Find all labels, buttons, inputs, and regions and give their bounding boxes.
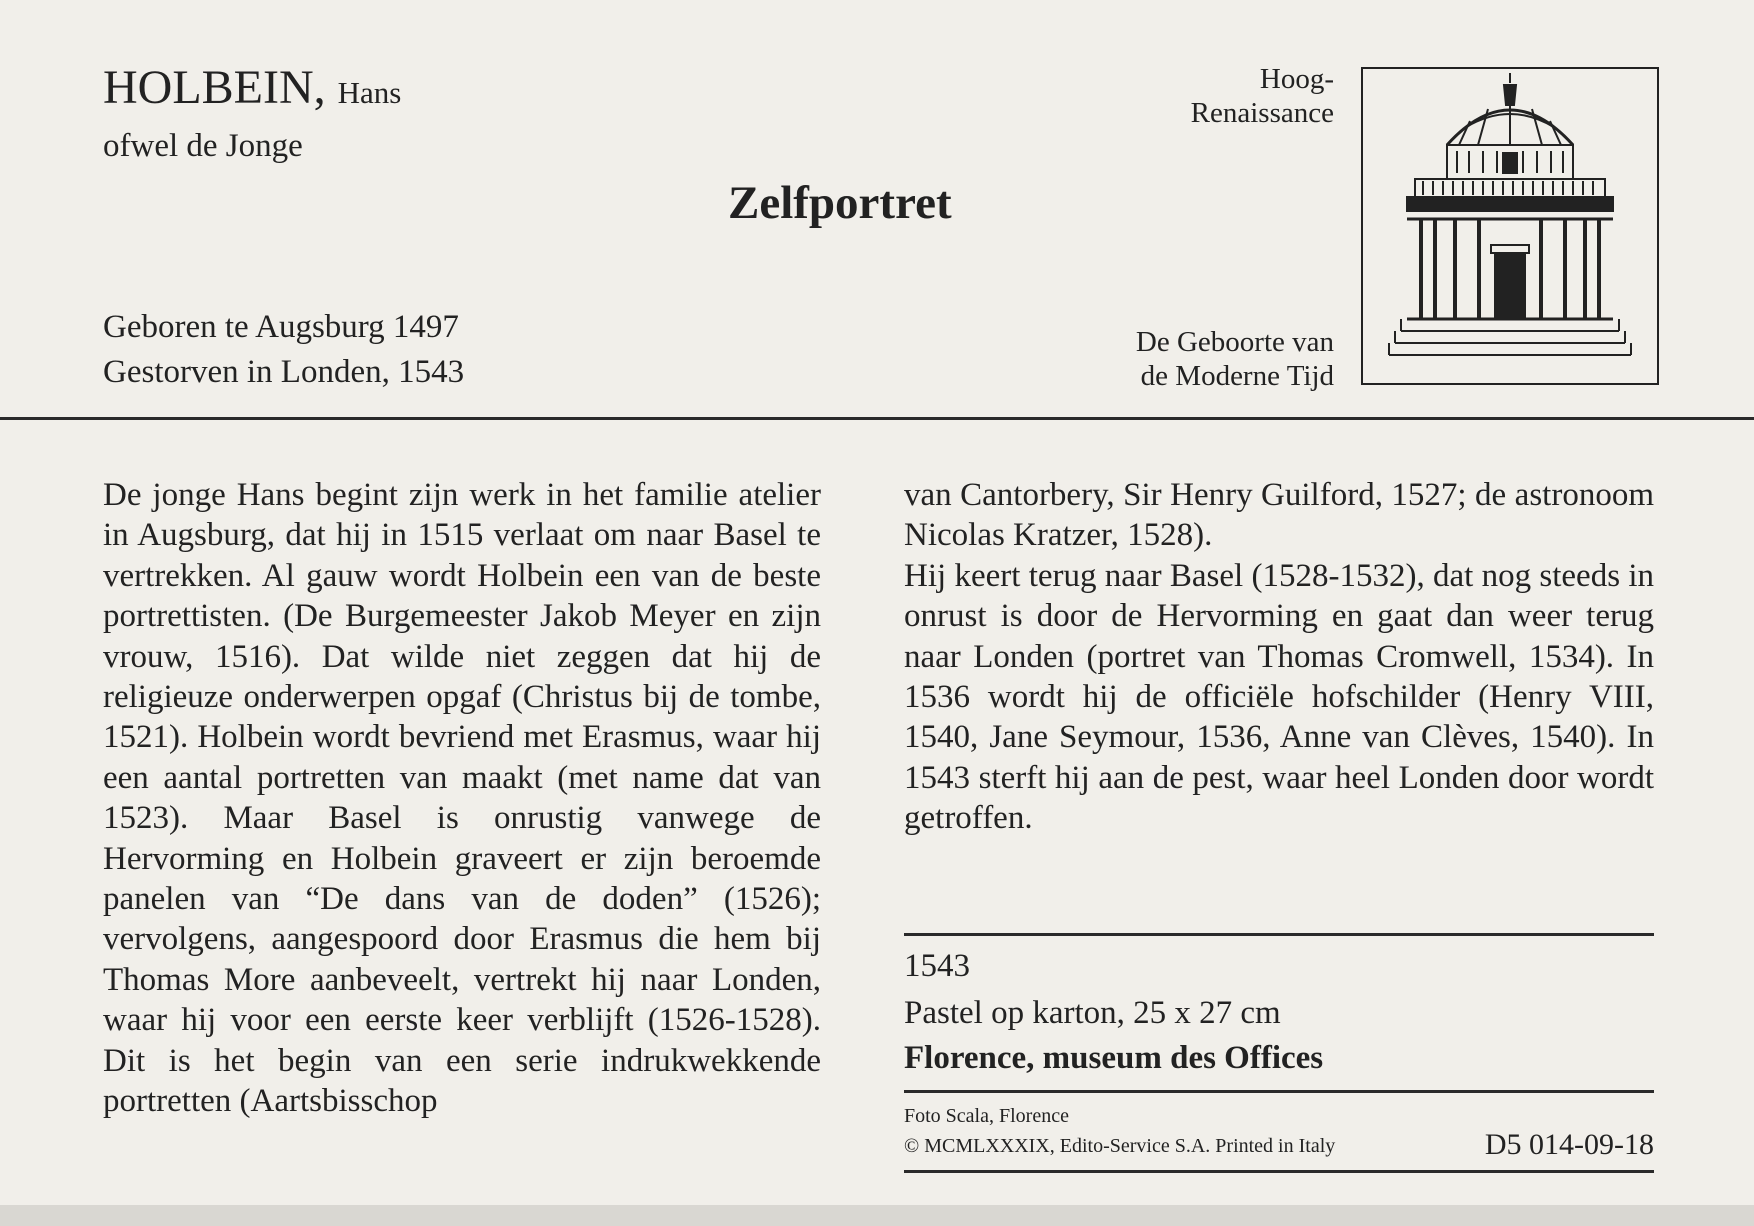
series-label — [1136, 325, 1334, 393]
credits-rule — [904, 1170, 1654, 1173]
details-top-rule — [904, 933, 1654, 936]
details-bottom-rule — [904, 1090, 1654, 1093]
series-line-1: De Geboorte van — [1135, 326, 1334, 358]
artist-surname: HOLBEIN, — [103, 61, 326, 114]
artwork-year: 1543 — [904, 948, 970, 984]
tempietto-dome-icon — [1363, 69, 1657, 383]
artwork-medium: Pastel op karton, 25 x 27 cm — [904, 995, 1281, 1031]
biography-right-column — [904, 475, 1654, 839]
death-info: Gestorven in Londen, 1543 — [103, 354, 465, 390]
period-label — [1191, 62, 1334, 130]
card-code: D5 014-09-18 — [1484, 1128, 1654, 1161]
header-divider — [0, 417, 1754, 420]
artist-firstname: Hans — [337, 75, 402, 110]
biography-left-column: De jonge Hans begint zijn werk in het familie atelier in Augsburg, dat hij in 1515 verlaat om naar Basel te vertrekken. Al gauw wordt Holbein een van de beste portrettisten. (De Burgemeester Jakob Meyer en zijn vrouw, 1516). Dat wilde niet zeggen dat hij de religieuze onderwerpen opgaf (Christus bij de tombe, 1521). Holbein wordt bevriend met Erasmus, waar hij een aantal portretten van maakt (met name dat van 1523). Maar Basel is onrustig vanwege de Hervorming en Holbein graveert er zijn beroemde panelen van “De dans van de doden” (1526); vervolgens, aangespoord door Erasmus die hem bij Thomas More aanbeveelt, vertrekt hij naar Londen, waar hij voor een eerste keer verblijft (1526-1528). Dit is het begin van een serie indrukwekkende portretten (Aartsbisschop — [103, 477, 821, 1120]
life-dates — [103, 305, 464, 395]
artwork-location: Florence, museum des Offices — [904, 1040, 1324, 1076]
period-line-1: Hoog- — [1259, 63, 1334, 95]
bottom-edge — [0, 1205, 1754, 1226]
emblem-frame — [1361, 67, 1659, 385]
period-line-2: Renaissance — [1190, 97, 1334, 129]
copyright-notice: © MCMLXXXIX, Edito-Service S.A. Printed in Italy — [904, 1135, 1336, 1157]
artwork-title: Zelfportret — [728, 177, 952, 229]
biography-paragraph-1: van Cantorbery, Sir Henry Guilford, 1527; de astronoom Nicolas Kratzer, 1528). — [904, 477, 1654, 554]
photo-credit: Foto Scala, Florence — [904, 1105, 1069, 1127]
artist-name — [103, 60, 401, 121]
artist-alias: ofwel de Jonge — [103, 128, 303, 164]
biography-paragraph-2: Hij keert terug naar Basel (1528-1532), dat nog steeds in onrust is door de Hervorming en gaat dan weer terug naar Londen (portret van Thomas Cromwell, 1534). In 1536 wordt hij de officiële hofschilder (Henry VIII, 1540, Jane Seymour, 1536, Anne van Clèves, 1540). In 1543 sterft hij aan de pest, waar heel Londen door wordt getroffen. — [904, 557, 1654, 837]
birth-info: Geboren te Augsburg 1497 — [103, 309, 459, 345]
series-line-2: de Moderne Tijd — [1140, 360, 1334, 392]
